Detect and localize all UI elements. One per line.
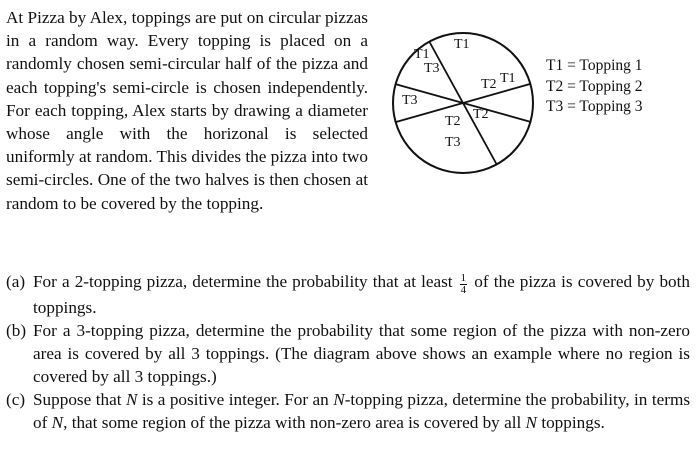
question-c [6, 388, 690, 434]
question-c-text: is a positive integer. For an [141, 390, 329, 409]
question-text: For a 3-topping pizza, determine the probability that some region of the pizza with non-zero area is covered by all 3 toppings. (The diagram above shows an example where no region is covered by all 3 toppings.) [33, 321, 690, 386]
question-c-text: toppings. [541, 413, 605, 432]
question-c-text: Suppose that [33, 390, 122, 409]
fraction-denominator: 4 [460, 284, 467, 296]
question-list [6, 270, 690, 434]
question-label: (b) [6, 321, 27, 340]
region-label: T1 [414, 47, 430, 62]
problem-intro: At Pizza by Alex, toppings are put on circular pizzas in a random way. Every topping is placed on a randomly chosen semi-circular half of the pizza and each topping's semi-circle is chosen independently. For each topping, Alex starts by drawing a diameter whose angle with the horizonal is selected uniformly at random. This divides the pizza into two semi-circles. One of the two halves is then chosen at random to be covered by the topping. [6, 8, 368, 213]
region-label: T1 [454, 37, 470, 52]
fraction-numerator: 1 [460, 272, 467, 284]
region-label: T2 [473, 107, 489, 122]
question-label: (c) [6, 390, 26, 409]
question-a [6, 270, 690, 319]
variable-n: N [525, 413, 538, 432]
legend-item: T2 = Topping 2 [546, 77, 643, 95]
question-text [33, 388, 690, 434]
fraction [460, 273, 468, 296]
pizza-diagram [388, 28, 538, 178]
pizza-svg [388, 28, 538, 178]
topping-legend [546, 56, 643, 118]
legend-item: T1 = Topping 1 [546, 57, 643, 74]
variable-n: N [125, 390, 138, 409]
region-label: T3 [424, 61, 440, 76]
question-c-text: -topping pizza, determine the probability, in terms of [33, 390, 691, 432]
region-label: T3 [402, 93, 418, 108]
region-label: T1 [500, 71, 516, 86]
question-label: (a) [6, 272, 26, 291]
question-a-text-start: For a 2-topping pizza, determine the probability that at least [33, 272, 453, 291]
region-label: T2 [445, 114, 461, 129]
legend-item: T3 = Topping 3 [546, 98, 643, 115]
region-label: T2 [481, 77, 497, 92]
variable-n: N [333, 390, 345, 409]
question-text [33, 270, 690, 319]
question-a-text-end: of the pizza is covered by both toppings. [33, 272, 691, 317]
question-b [6, 319, 690, 388]
region-label: T3 [445, 135, 461, 150]
variable-n: N [51, 413, 64, 432]
question-c-text: , that some region of the pizza with non-zero area is covered by all [63, 413, 522, 432]
